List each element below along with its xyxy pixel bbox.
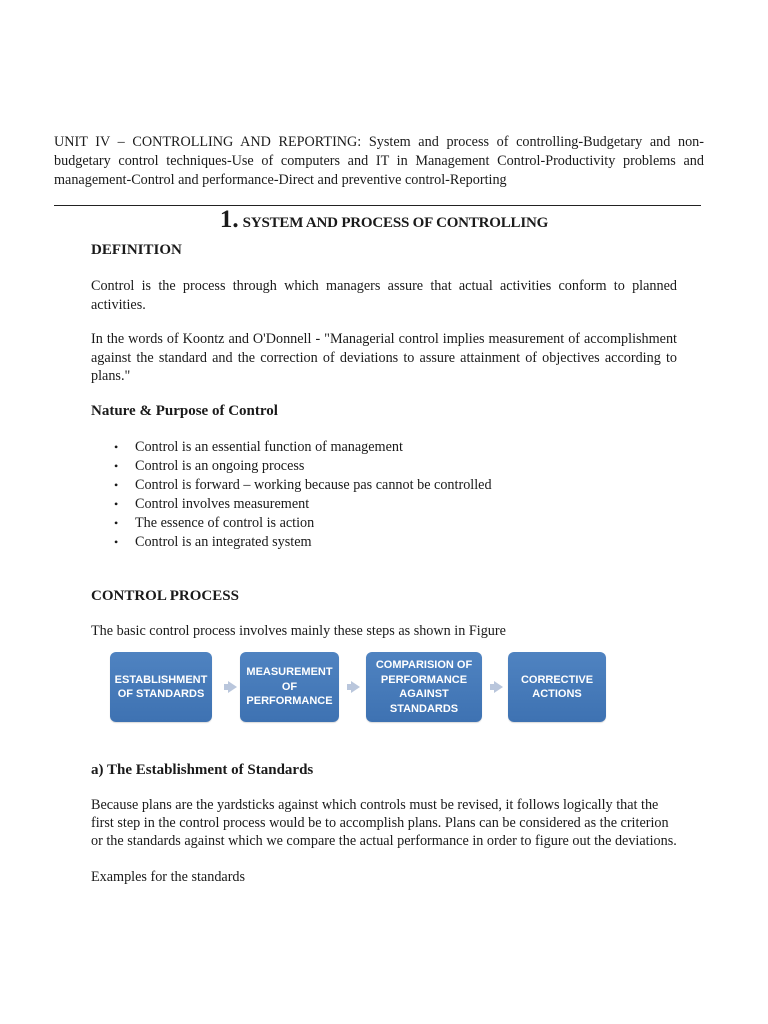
nature-bullet-list <box>91 438 492 552</box>
section-title-text: SYSTEM AND PROCESS OF CONTROLLING <box>242 215 549 231</box>
establishment-heading: a) The Establishment of Standards <box>91 762 314 778</box>
list-item: • The essence of control is action <box>114 515 315 531</box>
bullet-icon: • <box>114 478 119 492</box>
list-item: • Control is an integrated system <box>114 534 312 550</box>
step-box-comparison: COMPARISION OF PERFORMANCE AGAINST STANDARDS <box>366 652 482 722</box>
right-arrow-icon <box>494 681 503 693</box>
step-box-corrective: CORRECTIVE ACTIONS <box>508 652 606 722</box>
definition-heading: DEFINITION <box>91 242 182 258</box>
establishment-examples: Examples for the standards <box>91 869 246 885</box>
bullet-icon: • <box>114 535 119 549</box>
definition-paragraph-2: In the words of Koontz and O'Donnell - "Managerial control implies measurement of accomplishment against the standard and the correction of deviations to assure attainment of objectives according to plans." <box>91 331 677 384</box>
section-number: 1. <box>219 206 239 233</box>
list-item: • Control is an essential function of management <box>114 439 403 455</box>
unit-header: UNIT IV – CONTROLLING AND REPORTING: System and process of controlling-Budgetary and non-budgetary control techniques-Use of computers and IT in Management Control-Productivity problems and management-Control and performance-Direct and preventive control-Reporting <box>54 134 704 188</box>
bullet-icon: • <box>114 459 119 473</box>
establishment-paragraph: Because plans are the yardsticks against which controls must be revised, it follows logically that the first step in the control process would be to accomplish plans. Plans can be considered as the criterion or the standards against which we compare the actual performance in order to figure out the deviations. <box>91 797 677 849</box>
control-process-intro: The basic control process involves mainly these steps as shown in Figure <box>91 623 506 639</box>
bullet-icon: • <box>114 497 119 511</box>
step-box-measurement: MEASUREMENT OF PERFORMANCE <box>240 652 339 722</box>
right-arrow-icon <box>228 681 237 693</box>
right-arrow-icon <box>351 681 360 693</box>
bullet-icon: • <box>114 516 119 530</box>
list-item: • Control is an ongoing process <box>114 458 305 474</box>
nature-heading: Nature & Purpose of Control <box>91 403 278 419</box>
definition-paragraph-1: Control is the process through which managers assure that actual activities conform to planned activities. <box>91 278 677 313</box>
control-process-diagram <box>110 652 608 724</box>
list-item: • Control involves measurement <box>114 496 310 512</box>
step-box-establishment: ESTABLISHMENT OF STANDARDS <box>110 652 212 722</box>
bullet-icon: • <box>114 440 119 454</box>
section-title <box>0 206 768 234</box>
list-item: • Control is forward – working because pas cannot be controlled <box>114 477 492 493</box>
control-process-heading: CONTROL PROCESS <box>91 588 239 604</box>
